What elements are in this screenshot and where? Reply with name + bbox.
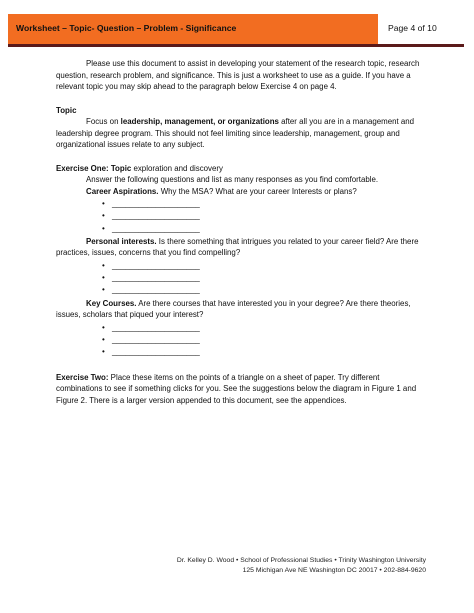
- personal-interests-prompt: Personal interests. Is there something that intrigues you related to your career field? Are there practices, issues, concerns that you find compelling?: [56, 236, 419, 258]
- career-aspirations-prompt: Career Aspirations. Why the MSA? What are your career Interests or plans?: [86, 186, 357, 196]
- footer-author-line: Dr. Kelley D. Wood • School of Professional Studies • Trinity Washington University: [176, 557, 426, 564]
- page-header: [8, 14, 464, 46]
- bullet-icon: •: [102, 322, 105, 332]
- career-blank-list: [56, 198, 426, 235]
- list-item: [56, 198, 426, 210]
- personal-blank-list: [56, 260, 426, 297]
- list-item: [56, 260, 426, 272]
- intro-paragraph: Please use this document to assist in developing your statement of the research topic, research question, research problem, and significance. This is just a worksheet to use as a guide. If you have a relevant topic you may skip ahead to the paragraph below Exercise 4 on page 4.: [56, 59, 420, 91]
- topic-heading: Topic: [56, 105, 77, 115]
- bullet-icon: •: [102, 335, 105, 345]
- bullet-icon: •: [102, 347, 105, 357]
- answer-blank: ____________________: [112, 211, 200, 221]
- bullet-icon: •: [102, 273, 105, 283]
- answer-blank: ____________________: [112, 322, 200, 332]
- page-footer: [177, 556, 426, 576]
- list-item: [56, 210, 426, 222]
- bullet-icon: •: [102, 285, 105, 295]
- exercise-one-instructions: Answer the following questions and list as many responses as you find comfortable.: [86, 175, 379, 184]
- bullet-icon: •: [102, 199, 105, 208]
- list-item: [56, 346, 426, 358]
- bullet-icon: •: [102, 211, 105, 221]
- exercise-two-paragraph: Exercise Two: Place these items on the points of a triangle on a sheet of paper. Try different combinations to see if something clicks for you. See the suggestions below the diagram in Figure 1 and Figure 2. There is a larger version appended to this document, see the appendices.: [56, 372, 417, 405]
- topic-paragraph: Focus on leadership, management, or organizations after all you are in a management and leadership degree program. This should not feel limiting since leadership, management, group and organizational issues relate to any subject.: [56, 117, 415, 149]
- list-item: [56, 223, 426, 235]
- answer-blank: ____________________: [112, 223, 200, 233]
- list-item: [56, 272, 426, 284]
- answer-blank: ____________________: [112, 260, 200, 270]
- key-courses-prompt: Key Courses. Are there courses that have interested you in your degree? Are there theories, issues, scholars that piqued your interest?: [56, 298, 411, 320]
- list-item: [56, 322, 426, 334]
- answer-blank: ____________________: [112, 199, 200, 208]
- answer-blank: ____________________: [112, 273, 200, 283]
- answer-blank: ____________________: [112, 285, 200, 295]
- exercise-one-heading: Exercise One: Topic exploration and discovery: [56, 163, 223, 173]
- answer-blank: ____________________: [112, 335, 200, 345]
- document-body: [56, 58, 426, 406]
- footer-address-line: 125 Michigan Ave NE Washington DC 20017 • 202-884-9620: [242, 567, 426, 574]
- courses-blank-list: [56, 322, 426, 359]
- bullet-icon: •: [102, 260, 105, 270]
- bullet-icon: •: [102, 223, 105, 233]
- list-item: [56, 284, 426, 296]
- list-item: [56, 334, 426, 346]
- page-number: Page 4 of 10: [388, 23, 437, 33]
- answer-blank: ____________________: [112, 347, 200, 357]
- header-divider: [8, 44, 464, 47]
- header-title: Worksheet – Topic- Question – Problem - Significance: [16, 23, 237, 33]
